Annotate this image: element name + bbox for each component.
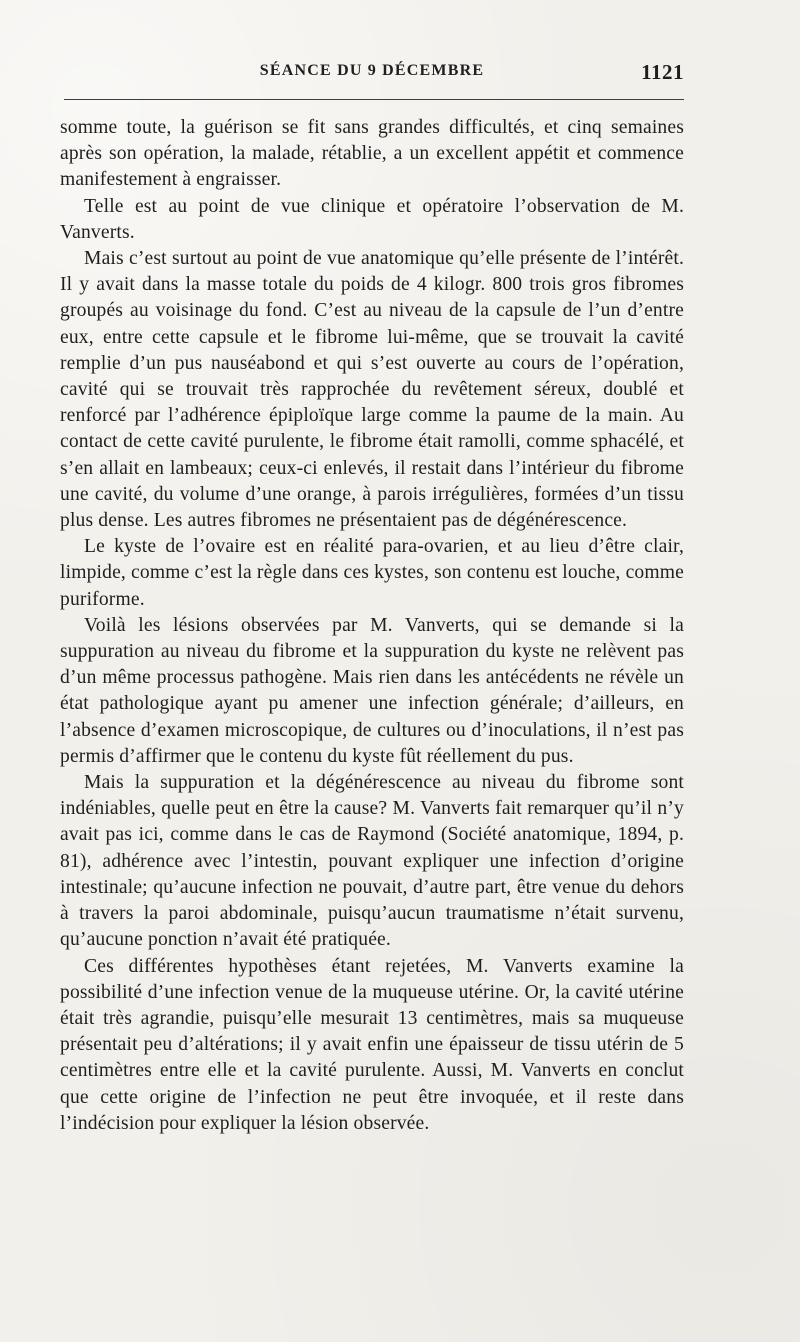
paragraph-5: Voilà les lésions observées par M. Vanverts, qui se demande si la suppuration au niveau du fibrome et la suppuration du kyste ne relèvent pas d’un même processus pathogène. Mais rien dans les antécédents ne révèle un état pathologique ayant pu amener une infection générale; d’ailleurs, en l’absence d’examen microscopique, de cultures ou d’inoculations, il n’est pas permis d’affirmer que le contenu du kyste fût réellement du pus. bbox=[60, 614, 684, 767]
header-rule bbox=[64, 99, 684, 100]
body-text bbox=[60, 115, 684, 1137]
running-header bbox=[60, 60, 684, 88]
page-number: 1121 bbox=[641, 60, 684, 84]
paragraph-4: Le kyste de l’ovaire est en réalité para-ovarien, et au lieu d’être clair, limpide, comme c’est la règle dans ces kystes, son contenu est louche, comme puriforme. bbox=[60, 536, 684, 610]
paragraph-2: Telle est au point de vue clinique et opératoire l’observation de M. Vanverts. bbox=[60, 195, 684, 243]
paragraph-1: somme toute, la guérison se fit sans grandes difficultés, et cinq semaines après son opération, la malade, rétablie, a un excellent appétit et commence manifestement à engraisser. bbox=[60, 117, 684, 191]
paragraph-6: Mais la suppuration et la dégénérescence au niveau du fibrome sont indéniables, quelle peut en être la cause? M. Vanverts fait remarquer qu’il n’y avait pas ici, comme dans le cas de Raymond (Société anatomique, 1894, p. 81), adhérence avec l’intestin, pouvant expliquer une infection d’origine intestinale; qu’aucune infection ne pouvait, d’autre part, être venue du dehors à travers la paroi abdominale, puisqu’aucun traumatisme n’était survenu, qu’aucune ponction n’avait été pratiquée. bbox=[60, 772, 684, 951]
running-title: SÉANCE DU 9 DÉCEMBRE bbox=[259, 62, 485, 79]
paragraph-7: Ces différentes hypothèses étant rejetées, M. Vanverts examine la possibilité d’une infection venue de la muqueuse utérine. Or, la cavité utérine était très agrandie, puisqu’elle mesurait 13 centimètres, mais sa muqueuse présentait peu d’altérations; il y avait enfin une épaisseur de tissu utérin de 5 centimètres entre elle et la cavité purulente. Aussi, M. Vanverts en conclut que cette origine de l’infection ne peut être invoquée, et il reste dans l’indécision pour expliquer la lésion observée. bbox=[60, 955, 684, 1134]
paragraph-3: Mais c’est surtout au point de vue anatomique qu’elle présente de l’intérêt. Il y avait dans la masse totale du poids de 4 kilogr. 800 trois gros fibromes groupés au voisinage du fond. C’est au niveau de la capsule de l’un d’entre eux, entre cette capsule et le fibrome lui-même, que se trouvait la cavité remplie d’un pus nauséabond et qui s’est ouverte au cours de l’opération, cavité qui se trouvait très rapprochée du revêtement séreux, doublé et renforcé par l’adhérence épiploïque large comme la paume de la main. Au contact de cette cavité purulente, le fibrome était ramolli, comme sphacélé, et s’en allait en lambeaux; ceux-ci enlevés, il restait dans l’intérieur du fibrome une cavité, du volume d’une orange, à parois irrégulières, formées d’un tissu plus dense. Les autres fibromes ne présentaient pas de dégénérescence. bbox=[60, 248, 684, 532]
